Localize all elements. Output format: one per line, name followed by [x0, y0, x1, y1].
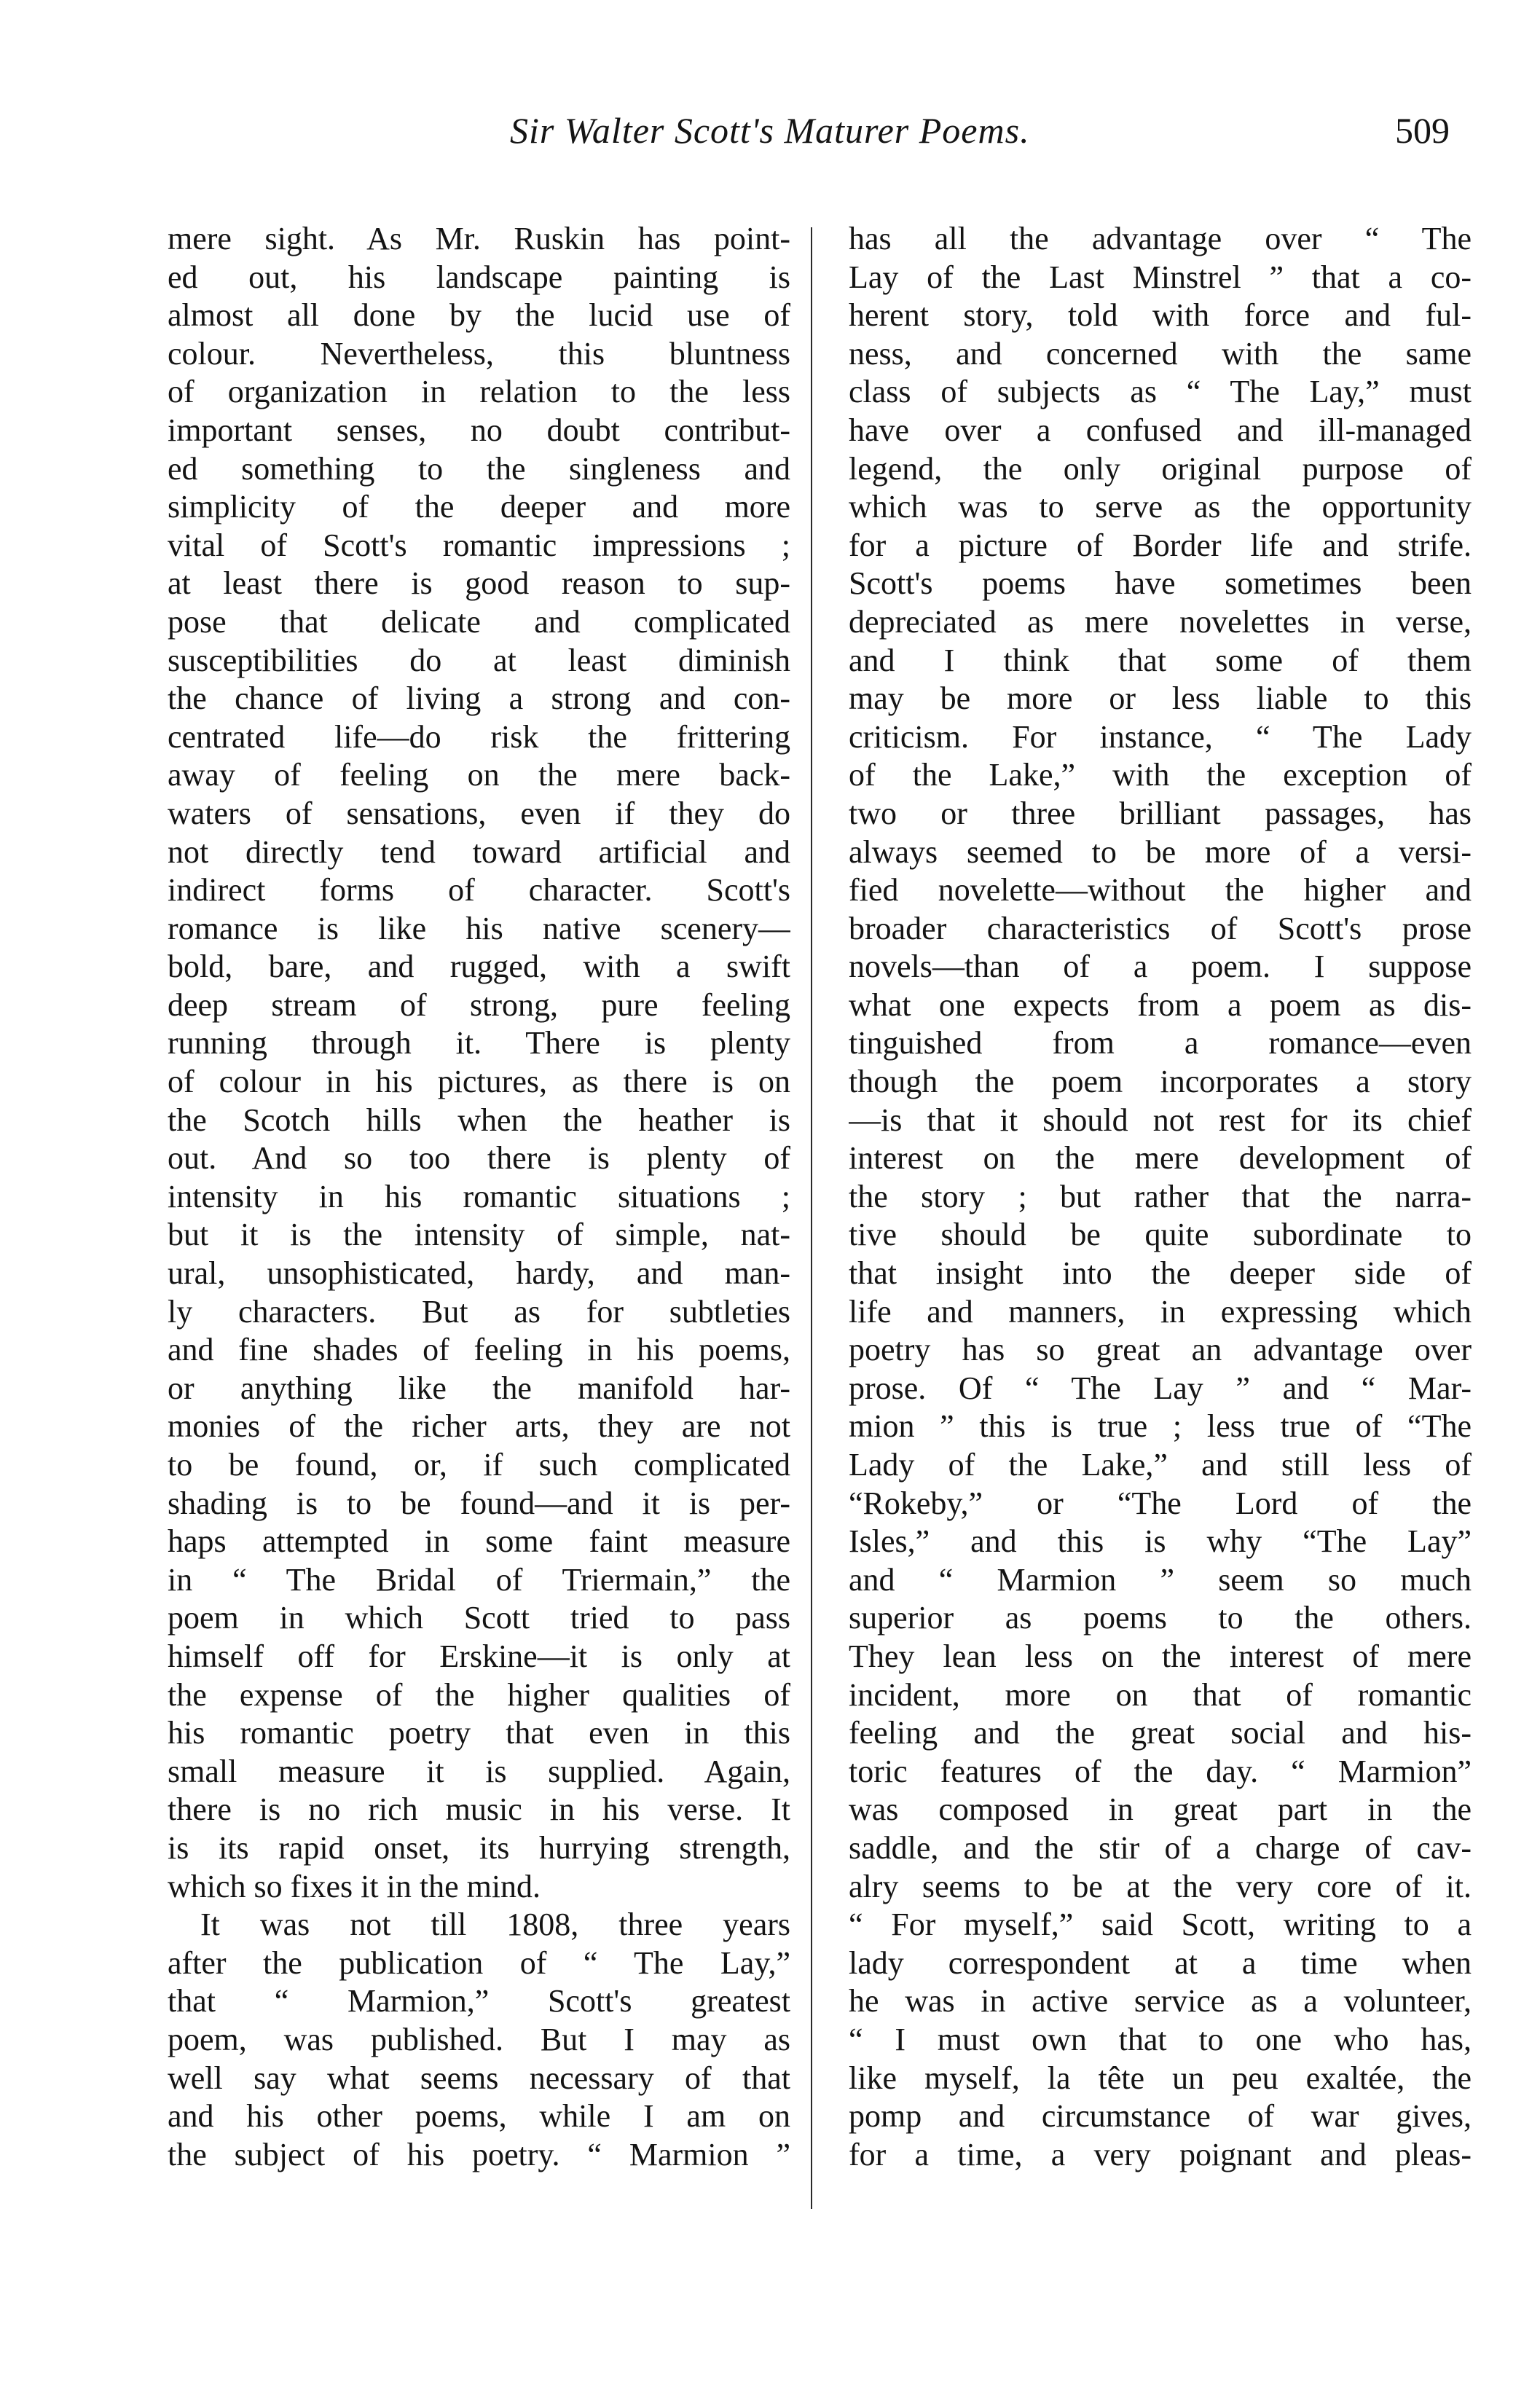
text-line: haps attempted in some faint measure — [168, 1523, 790, 1560]
text-line: colour. Nevertheless, this bluntness — [168, 335, 790, 372]
text-line: his romantic poetry that even in this — [168, 1715, 790, 1751]
text-line: and his other poems, while I am on — [168, 2098, 790, 2135]
text-line: tive should be quite subordinate to — [849, 1217, 1472, 1253]
text-line: “Rokeby,” or “The Lord of the — [849, 1485, 1472, 1521]
text-line: pose that delicate and complicated — [168, 603, 790, 640]
text-line: there is no rich music in his verse. It — [168, 1791, 790, 1828]
text-line: Lady of the Lake,” and still less of — [849, 1447, 1472, 1483]
text-line: himself off for Erskine—it is only at — [168, 1638, 790, 1674]
text-line: tinguished from a romance—even — [849, 1025, 1472, 1061]
text-line: lady correspondent at a time when — [849, 1944, 1472, 1981]
text-line: have over a confused and ill-managed — [849, 412, 1472, 448]
text-line: is its rapid onset, its hurrying strength, — [168, 1829, 790, 1866]
text-line: waters of sensations, even if they do — [168, 795, 790, 831]
text-line: poem, was published. But I may as — [168, 2021, 790, 2057]
text-line: the story ; but rather that the narra- — [849, 1178, 1472, 1214]
text-line: mere sight. As Mr. Ruskin has point- — [168, 221, 790, 256]
running-title: Sir Walter Scott's Maturer Poems. — [510, 110, 1030, 151]
text-line: life and manners, in expressing which — [849, 1293, 1472, 1330]
text-line: toric features of the day. “ Marmion” — [849, 1753, 1472, 1789]
text-line: or anything like the manifold har- — [168, 1370, 790, 1406]
text-line: superior as poems to the others. — [849, 1600, 1472, 1636]
text-line: of the Lake,” with the exception of — [849, 757, 1472, 793]
text-line: always seemed to be more of a versi- — [849, 833, 1472, 870]
text-line: monies of the richer arts, they are not — [168, 1408, 790, 1445]
text-line: which was to serve as the opportunity — [849, 489, 1472, 525]
text-line: running through it. There is plenty — [168, 1025, 790, 1061]
text-line: but it is the intensity of simple, nat- — [168, 1217, 790, 1253]
text-line: the Scotch hills when the heather is — [168, 1102, 790, 1138]
text-line: like myself, la tête un peu exaltée, the — [849, 2060, 1472, 2096]
text-line: the subject of his poetry. “ Marmion ” — [168, 2136, 790, 2172]
text-line: the expense of the higher qualities of — [168, 1676, 790, 1713]
text-line: may be more or less liable to this — [849, 680, 1472, 717]
text-line: ed out, his landscape painting is — [168, 259, 790, 295]
text-line: away of feeling on the mere back- — [168, 757, 790, 793]
text-line: and “ Marmion ” seem so much — [849, 1561, 1472, 1598]
text-line: They lean less on the interest of mere — [849, 1638, 1472, 1674]
text-line: out. And so too there is plenty of — [168, 1140, 790, 1177]
text-line: ness, and concerned with the same — [849, 335, 1472, 372]
text-line: he was in active service as a volunteer, — [849, 1983, 1472, 2019]
text-line: vital of Scott's romantic impressions ; — [168, 527, 790, 563]
text-line: fied novelette—without the higher and — [849, 872, 1472, 908]
text-line: after the publication of “ The Lay,” — [168, 1944, 790, 1981]
text-line: —is that it should not rest for its chief — [849, 1102, 1472, 1138]
text-line: prose. Of “ The Lay ” and “ Mar- — [849, 1370, 1472, 1406]
text-line: It was not till 1808, three years — [200, 1907, 790, 1943]
text-line: incident, more on that of romantic — [849, 1676, 1472, 1713]
text-line: of organization in relation to the less — [168, 374, 790, 410]
text-line: saddle, and the stir of a charge of cav- — [849, 1829, 1472, 1866]
text-line: almost all done by the lucid use of — [168, 297, 790, 334]
text-line: Isles,” and this is why “The Lay” — [849, 1523, 1472, 1560]
text-line: not directly tend toward artificial and — [168, 833, 790, 870]
text-line: that “ Marmion,” Scott's greatest — [168, 1983, 790, 2019]
text-line: ural, unsophisticated, hardy, and man- — [168, 1255, 790, 1292]
running-header — [168, 109, 1450, 168]
text-line: which so fixes it in the mind. — [168, 1868, 541, 1904]
text-line: intensity in his romantic situations ; — [168, 1178, 790, 1214]
text-line: poem in which Scott tried to pass — [168, 1600, 790, 1636]
text-line: small measure it is supplied. Again, — [168, 1753, 790, 1789]
text-line: Scott's poems have sometimes been — [849, 565, 1472, 602]
text-columns — [168, 220, 1472, 2245]
text-line: interest on the mere development of — [849, 1140, 1472, 1177]
text-line: “ I must own that to one who has, — [849, 2021, 1472, 2057]
text-line: centrated life—do risk the frittering — [168, 718, 790, 755]
text-line: depreciated as mere novelettes in verse, — [849, 603, 1472, 640]
text-line: what one expects from a poem as dis- — [849, 986, 1472, 1023]
text-line: well say what seems necessary of that — [168, 2060, 790, 2096]
text-line: at least there is good reason to sup- — [168, 565, 790, 602]
text-line: susceptibilities do at least diminish — [168, 642, 790, 678]
text-line: pomp and circumstance of war gives, — [849, 2098, 1472, 2135]
text-line: of colour in his pictures, as there is on — [168, 1064, 790, 1100]
text-line: feeling and the great social and his- — [849, 1715, 1472, 1751]
page-number: 509 — [1395, 110, 1450, 151]
text-line: for a time, a very poignant and pleas- — [849, 2136, 1472, 2172]
text-line: that insight into the deeper side of — [849, 1255, 1472, 1292]
text-line: class of subjects as “ The Lay,” must — [849, 374, 1472, 410]
text-line: ly characters. But as for subtleties — [168, 1293, 790, 1330]
text-line: indirect forms of character. Scott's — [168, 872, 790, 908]
text-line: broader characteristics of Scott's prose — [849, 910, 1472, 946]
text-line: herent story, told with force and ful- — [849, 297, 1472, 334]
text-line: the chance of living a strong and con- — [168, 680, 790, 717]
text-line: alry seems to be at the very core of it. — [849, 1868, 1472, 1904]
text-line: important senses, no doubt contribut- — [168, 412, 790, 448]
text-line: to be found, or, if such complicated — [168, 1447, 790, 1483]
right-column — [849, 220, 1472, 2174]
text-line: two or three brilliant passages, has — [849, 795, 1472, 831]
text-line: bold, bare, and rugged, with a swift — [168, 949, 790, 985]
column-rule — [811, 227, 812, 2209]
text-line: and I think that some of them — [849, 642, 1472, 678]
text-line: poetry has so great an advantage over — [849, 1332, 1472, 1368]
text-line: in “ The Bridal of Triermain,” the — [168, 1561, 790, 1598]
text-line: “ For myself,” said Scott, writing to a — [849, 1907, 1472, 1943]
text-line: novels—than of a poem. I suppose — [849, 949, 1472, 985]
text-line: has all the advantage over “ The — [849, 221, 1472, 256]
text-line: deep stream of strong, pure feeling — [168, 986, 790, 1023]
text-line: though the poem incorporates a story — [849, 1064, 1472, 1100]
text-line: legend, the only original purpose of — [849, 450, 1472, 487]
text-line: simplicity of the deeper and more — [168, 489, 790, 525]
text-line: and fine shades of feeling in his poems, — [168, 1332, 790, 1368]
text-line: was composed in great part in the — [849, 1791, 1472, 1828]
text-line: romance is like his native scenery— — [168, 910, 790, 946]
text-line: shading is to be found—and it is per- — [168, 1485, 790, 1521]
text-line: criticism. For instance, “ The Lady — [849, 718, 1472, 755]
text-line: for a picture of Border life and strife. — [849, 527, 1472, 563]
text-line: ed something to the singleness and — [168, 450, 790, 487]
left-column — [168, 220, 790, 2174]
text-line: Lay of the Last Minstrel ” that a co- — [849, 259, 1472, 295]
text-line: mion ” this is true ; less true of “The — [849, 1408, 1472, 1445]
